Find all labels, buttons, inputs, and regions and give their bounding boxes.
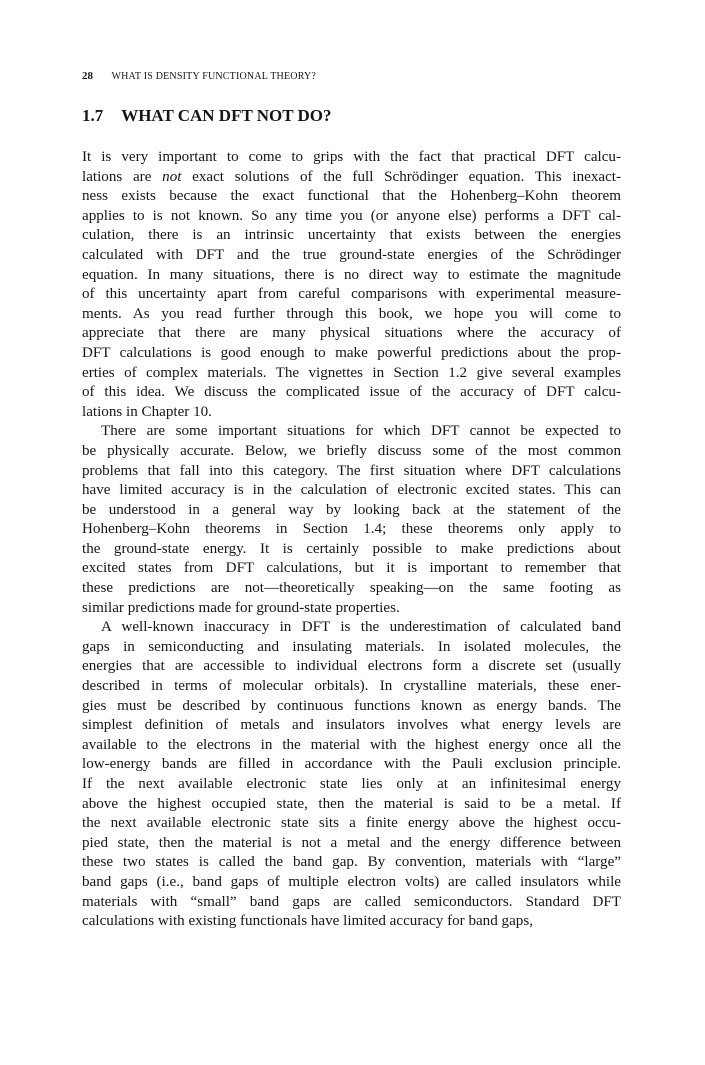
emphasis: not bbox=[162, 168, 182, 185]
text-line: pied state, then the material is not a metal and the energy difference between bbox=[82, 834, 621, 851]
text-line: gaps in semiconducting and insulating materials. In isolated molecules, the bbox=[82, 638, 621, 655]
text-line: energies that are accessible to individual electrons form a discrete set (usually bbox=[82, 658, 621, 675]
text-line: these two states is called the band gap. By convention, materials with “large” bbox=[82, 854, 621, 871]
text-line: calculated with DFT and the true ground-state energies of the Schrödinger bbox=[82, 246, 621, 263]
text-line: erties of complex materials. The vignettes in Section 1.2 give several examples bbox=[82, 364, 621, 381]
text-line: gies must be described by continuous functions known as energy bands. The bbox=[82, 697, 621, 714]
text-line: simplest definition of metals and insulators involves what energy levels are bbox=[82, 717, 621, 734]
running-header bbox=[82, 70, 642, 83]
text-line: available to the electrons in the material with the highest energy once all the bbox=[82, 736, 621, 753]
text-line: appreciate that there are many physical situations where the accuracy of bbox=[82, 325, 621, 342]
text-line: low-energy bands are filled in accordance with the Pauli exclusion principle. bbox=[82, 756, 621, 773]
text-line: It is very important to come to grips with the fact that practical DFT calcu- bbox=[82, 149, 621, 165]
text-line: problems that fall into this category. The first situation where DFT calculations bbox=[82, 462, 621, 479]
text-line: band gaps (i.e., band gaps of multiple electron volts) are called insulators while bbox=[82, 873, 621, 890]
text-line: lations are not exact solutions of the full Schrödinger equation. This inexact- bbox=[82, 168, 621, 185]
text-line: described in terms of molecular orbitals). In crystalline materials, these ener- bbox=[82, 678, 621, 695]
text-line: ments. As you read further through this book, we hope you will come to bbox=[82, 305, 621, 322]
text-line: of this uncertainty apart from careful comparisons with experimental measure- bbox=[82, 286, 621, 303]
text-line: the ground-state energy. It is certainly possible to make predictions about bbox=[82, 540, 621, 557]
text-line: culation, there is an intrinsic uncertainty that exists between the energies bbox=[82, 227, 621, 244]
text-line: similar predictions made for ground-state properties. bbox=[82, 599, 400, 616]
paragraph bbox=[82, 148, 621, 422]
page-number: 28 bbox=[82, 70, 93, 82]
running-title: WHAT IS DENSITY FUNCTIONAL THEORY? bbox=[111, 71, 317, 82]
paragraph bbox=[82, 422, 621, 618]
text-line: these predictions are not—theoretically speaking—on the same footing as bbox=[82, 580, 621, 597]
text-line: be physically accurate. Below, we briefly discuss some of the most common bbox=[82, 442, 621, 459]
body-text bbox=[82, 148, 621, 932]
text-line: DFT calculations is good enough to make powerful predictions about the prop- bbox=[82, 344, 621, 361]
paragraph bbox=[82, 618, 621, 932]
text-line: materials with “small” band gaps are called semiconductors. Standard DFT bbox=[82, 893, 621, 910]
text-line: above the highest occupied state, then the material is said to be a metal. If bbox=[82, 795, 621, 812]
text-line: the next available electronic state sits a finite energy above the highest occu- bbox=[82, 815, 621, 832]
text-line: A well-known inaccuracy in DFT is the underestimation of calculated band bbox=[101, 619, 621, 636]
text-line: ness exists because the exact functional that the Hohenberg–Kohn theorem bbox=[82, 188, 621, 205]
text-line: have limited accuracy is in the calculation of electronic excited states. This can bbox=[82, 482, 621, 499]
section-title: WHAT CAN DFT NOT DO? bbox=[121, 106, 332, 125]
section-number: 1.7 bbox=[82, 106, 104, 125]
text-line: applies to is not known. So any time you (or anyone else) performs a DFT cal- bbox=[82, 207, 621, 224]
section-heading bbox=[82, 105, 332, 127]
text-line: of this idea. We discuss the complicated issue of the accuracy of DFT calcu- bbox=[82, 384, 621, 401]
text-line: be understood in a general way by looking back at the statement of the bbox=[82, 501, 621, 518]
text-line: If the next available electronic state lies only at an infinitesimal energy bbox=[82, 776, 621, 792]
text-line: equation. In many situations, there is no direct way to estimate the magnitude bbox=[82, 266, 621, 283]
text-line: lations in Chapter 10. bbox=[82, 403, 212, 420]
text-line: There are some important situations for which DFT cannot be expected to bbox=[101, 423, 621, 440]
text-line: Hohenberg–Kohn theorems in Section 1.4; these theorems only apply to bbox=[82, 521, 621, 538]
text-line: excited states from DFT calculations, but it is important to remember that bbox=[82, 560, 621, 577]
text-line: calculations with existing functionals have limited accuracy for band gaps, bbox=[82, 913, 533, 930]
